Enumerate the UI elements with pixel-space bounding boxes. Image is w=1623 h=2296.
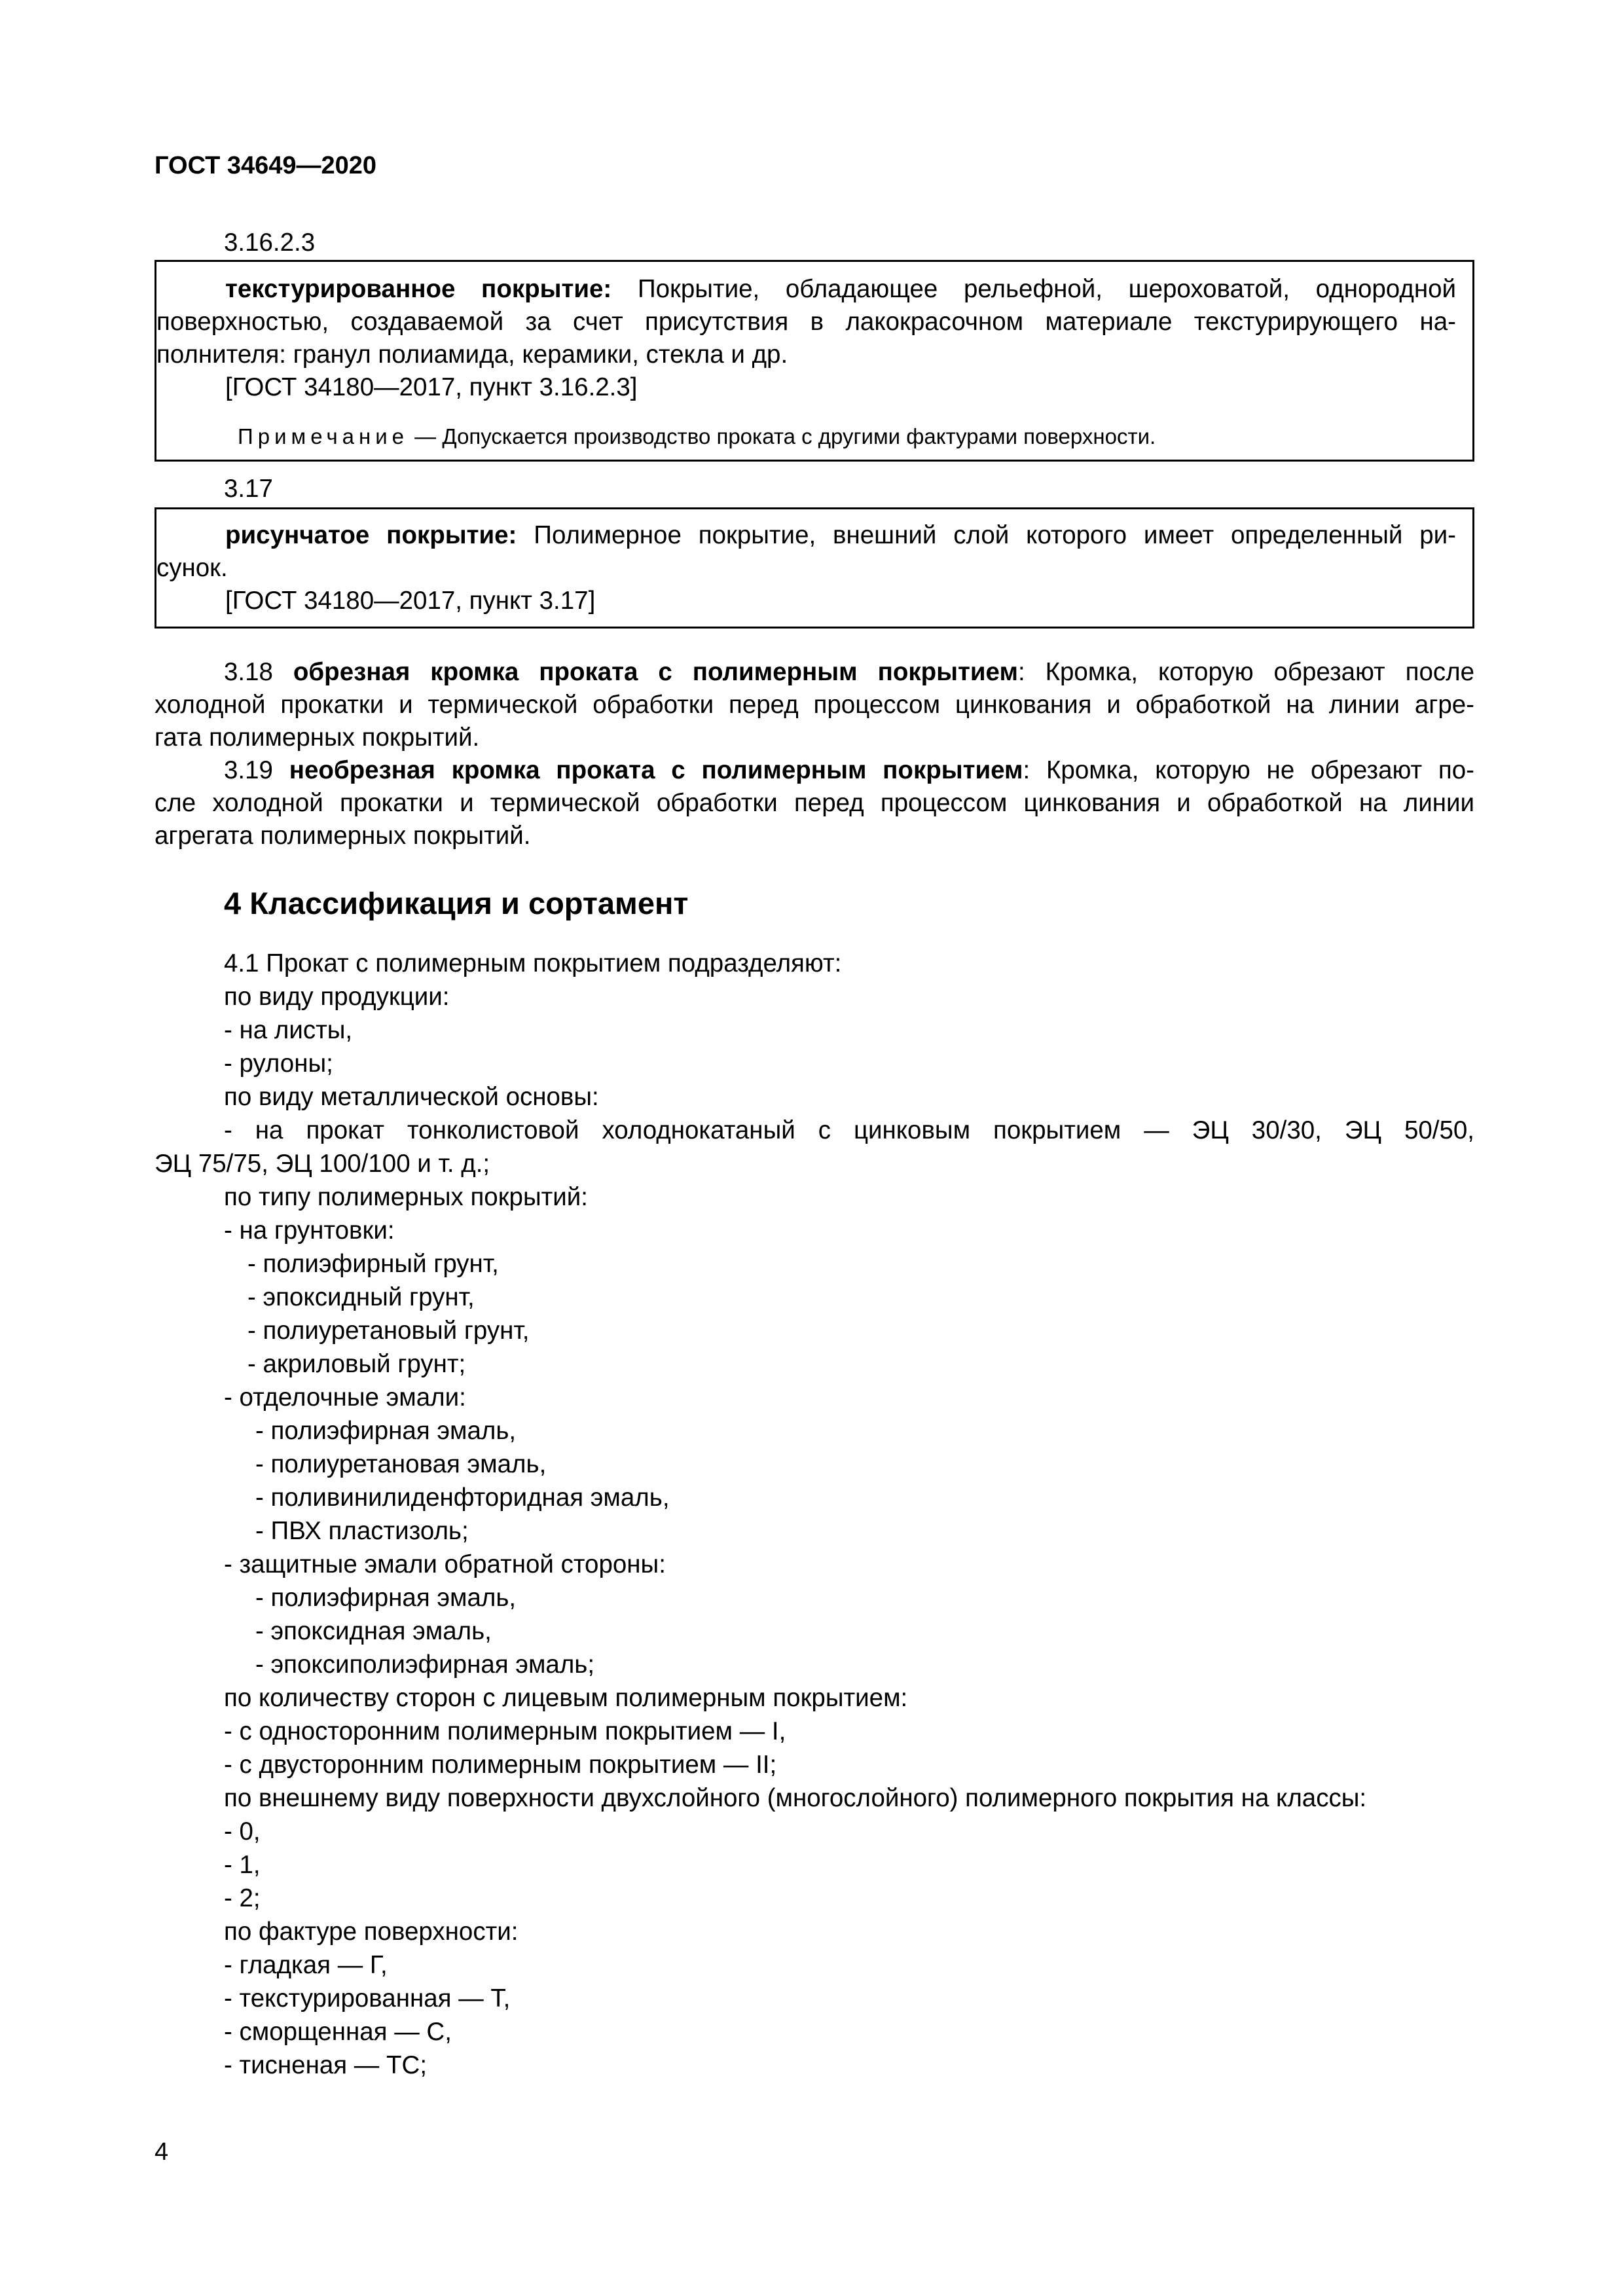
page-number: 4 (155, 2138, 169, 2166)
definition-text: Покрытие, обладающее рельефной, шероховатой, однородной (611, 275, 1456, 303)
definition-box (155, 507, 1474, 629)
defined-term: необрезная кромка проката с полимерным покрытием (289, 756, 1023, 784)
list-line: по типу полимерных покрытий: (224, 1183, 588, 1211)
list-line: - полиэфирная эмаль, (255, 1417, 517, 1445)
clause-line: холодной прокатки и термической обработки перед процессом цинкования и обработкой на линии агре- (155, 691, 1474, 719)
definition-text: : Кромка, которую обрезают после (1017, 658, 1474, 686)
list-line: - эпоксиполиэфирная эмаль; (255, 1650, 595, 1679)
list-line: - на прокат тонколистовой холоднокатаный с цинковым покрытием — ЭЦ 30/30, ЭЦ 50/50, (224, 1116, 1474, 1144)
list-line: 4.1 Прокат с полимерным покрытием подразделяют: (224, 949, 842, 977)
list-line: - защитные эмали обратной стороны: (224, 1550, 666, 1578)
list-line: - поливинилиденфторидная эмаль, (255, 1484, 670, 1512)
definition-line: поверхностью, создаваемой за счет присутствия в лакокрасочном материале текстурирующего на- (156, 308, 1456, 336)
list-line: по количеству сторон с лицевым полимерным покрытием: (224, 1684, 908, 1712)
list-line: - 2; (224, 1884, 261, 1912)
clause-number: 3.19 (224, 756, 289, 784)
list-line: - сморщенная — С, (224, 2018, 452, 2046)
defined-term: обрезная кромка проката с полимерным покрытием (293, 658, 1018, 686)
definition-text: : Кромка, которую не обрезают по- (1023, 756, 1474, 784)
definition-box (155, 260, 1474, 462)
defined-term: текстурированное покрытие: (225, 275, 612, 303)
list-line: ЭЦ 75/75, ЭЦ 100/100 и т. д.; (155, 1150, 490, 1178)
list-line: - на грунтовки: (224, 1216, 395, 1245)
list-line: - полиуретановый грунт, (247, 1317, 530, 1345)
definition-line (225, 273, 1456, 306)
clause-line (224, 656, 1474, 689)
list-line: - 1, (224, 1851, 261, 1879)
definition-line (225, 519, 1456, 552)
note-text: — Допускается производство проката с другими фактурами поверхности. (409, 424, 1156, 448)
clause-number: 3.16.2.3 (224, 228, 316, 257)
list-line: - полиэфирная эмаль, (255, 1584, 517, 1612)
list-line: - гладкая — Г, (224, 1951, 388, 1979)
list-line: по виду металлической основы: (224, 1083, 599, 1111)
definition-text: Полимерное покрытие, внешний слой которого имеет определенный ри- (517, 521, 1456, 549)
definition-line: полнителя: гранул полиамида, керамики, стекла и др. (156, 340, 788, 369)
list-line: по фактуре поверхности: (224, 1918, 519, 1946)
list-line: - с односторонним полимерным покрытием — I, (224, 1717, 786, 1745)
list-line: - эпоксидная эмаль, (255, 1617, 492, 1645)
clause-number: 3.17 (224, 475, 273, 503)
list-line: - полиуретановая эмаль, (255, 1450, 547, 1478)
source-reference: [ГОСТ 34180—2017, пункт 3.17] (225, 587, 596, 615)
list-line: - эпоксидный грунт, (247, 1283, 475, 1311)
definition-line: сунок. (156, 554, 228, 582)
list-line: - тисненая — ТС; (224, 2051, 428, 2079)
list-line: - на листы, (224, 1016, 353, 1044)
clause-line: сле холодной прокатки и термической обработки перед процессом цинкования и обработкой на линии (155, 789, 1474, 817)
clause-line: агрегата полимерных покрытий. (155, 822, 531, 850)
note (238, 422, 1156, 451)
list-line: - рулоны; (224, 1049, 333, 1078)
list-line: - с двусторонним полимерным покрытием — II; (224, 1751, 777, 1779)
list-line: по виду продукции: (224, 983, 450, 1011)
list-line: - ПВХ пластизоль; (255, 1517, 469, 1545)
defined-term: рисунчатое покрытие: (225, 521, 517, 549)
clause-number: 3.18 (224, 658, 293, 686)
list-line: - 0, (224, 1817, 261, 1846)
list-line: - акриловый грунт; (247, 1350, 466, 1378)
clause-line (224, 754, 1474, 787)
note-label: Примечание (238, 424, 409, 448)
document-header: ГОСТ 34649—2020 (155, 152, 377, 179)
list-line: - отделочные эмали: (224, 1383, 466, 1412)
list-line: по внешнему виду поверхности двухслойного (многослойного) полимерного покрытия на классы: (224, 1784, 1367, 1812)
section-heading: 4 Классификация и сортамент (224, 886, 689, 920)
clause-line: гата полимерных покрытий. (155, 723, 480, 752)
list-line: - полиэфирный грунт, (247, 1250, 499, 1278)
list-line: - текстурированная — Т, (224, 1984, 511, 2013)
source-reference: [ГОСТ 34180—2017, пункт 3.16.2.3] (225, 373, 638, 401)
